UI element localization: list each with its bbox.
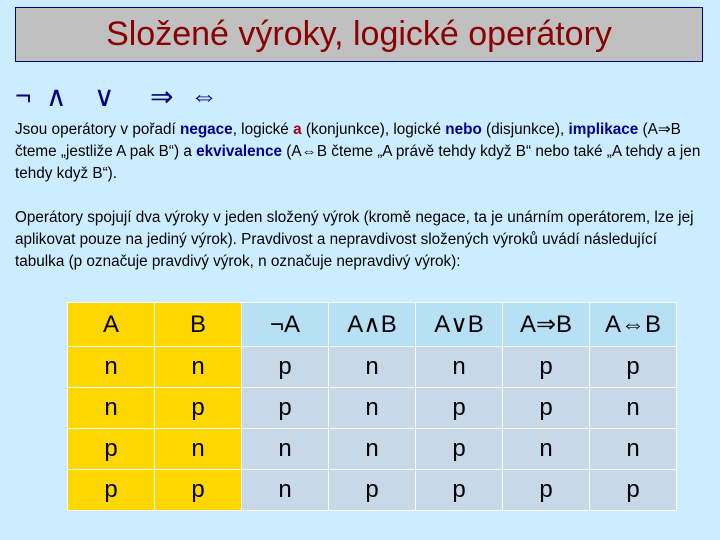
cell: n xyxy=(242,429,329,470)
header-a-implies-b: A⇒B xyxy=(503,303,590,347)
cell: n xyxy=(590,429,677,470)
operator-equivalence: ⇔ xyxy=(190,80,218,111)
page-title: Složené výroky, logické operátory xyxy=(106,15,612,53)
cell: n xyxy=(155,347,242,388)
cell: n xyxy=(68,347,155,388)
truth-table-header-row xyxy=(68,303,677,347)
cell: p xyxy=(503,388,590,429)
header-b: B xyxy=(155,303,242,347)
table-row xyxy=(68,388,677,429)
cell: n xyxy=(68,388,155,429)
cell: p xyxy=(416,388,503,429)
header-a-or-b: A∨B xyxy=(416,303,503,347)
cell: p xyxy=(329,470,416,511)
text: (A⇒B čteme „jestliže A pak B“) a xyxy=(15,121,681,160)
term-nebo: nebo xyxy=(445,121,482,138)
cell: p xyxy=(503,347,590,388)
text: (disjunkce), xyxy=(481,121,569,138)
operator-list xyxy=(15,80,230,113)
cell: p xyxy=(590,347,677,388)
cell: p xyxy=(503,470,590,511)
cell: p xyxy=(416,429,503,470)
cell: n xyxy=(329,429,416,470)
header-a: A xyxy=(68,303,155,347)
header-a-iff-b: A⇔B xyxy=(590,303,677,347)
term-ekvivalence: ekvivalence xyxy=(196,143,282,160)
table-row xyxy=(68,429,677,470)
operator-implication: ⇒ xyxy=(150,81,174,112)
term-negace: negace xyxy=(179,121,233,138)
cell: p xyxy=(242,347,329,388)
cell: p xyxy=(68,429,155,470)
truth-table xyxy=(67,302,677,511)
cell: p xyxy=(68,470,155,511)
term-implikace: implikace xyxy=(568,121,639,138)
operator-negation: ¬ xyxy=(15,80,32,111)
cell: p xyxy=(242,388,329,429)
cell: p xyxy=(155,470,242,511)
cell: n xyxy=(329,347,416,388)
cell: n xyxy=(416,347,503,388)
cell: p xyxy=(416,470,503,511)
cell: n xyxy=(329,388,416,429)
cell: p xyxy=(155,388,242,429)
operator-or: ∨ xyxy=(94,81,115,112)
paragraph-truth-intro: Operátory spojují dva výroky v jeden složený výrok (kromě negace, ta je unárním operátorem, lze jej aplikovat pouze na jediný výrok). Pravdivost a nepravdivost složených výroků uvádí následující tabulka (p označuje pravdivý výrok, n označuje nepravdivý výrok): xyxy=(15,209,694,270)
text: Jsou operátory v pořadí xyxy=(15,121,180,138)
header-not-a: ¬A xyxy=(242,303,329,347)
cell: n xyxy=(242,470,329,511)
paragraph-operators xyxy=(15,119,709,185)
cell: n xyxy=(590,388,677,429)
cell: n xyxy=(503,429,590,470)
text: , logické xyxy=(232,121,294,138)
operator-and: ∧ xyxy=(46,81,67,112)
text: (konjunkce), logické xyxy=(301,121,446,138)
table-row xyxy=(68,347,677,388)
cell: p xyxy=(590,470,677,511)
header-a-and-b: A∧B xyxy=(329,303,416,347)
text: (A⇔B čteme „A právě tehdy když B“ nebo také „A tehdy a jen tehdy když B“). xyxy=(15,143,701,182)
table-row xyxy=(68,470,677,511)
cell: n xyxy=(155,429,242,470)
term-a: a xyxy=(293,121,302,138)
title-box xyxy=(15,7,703,62)
